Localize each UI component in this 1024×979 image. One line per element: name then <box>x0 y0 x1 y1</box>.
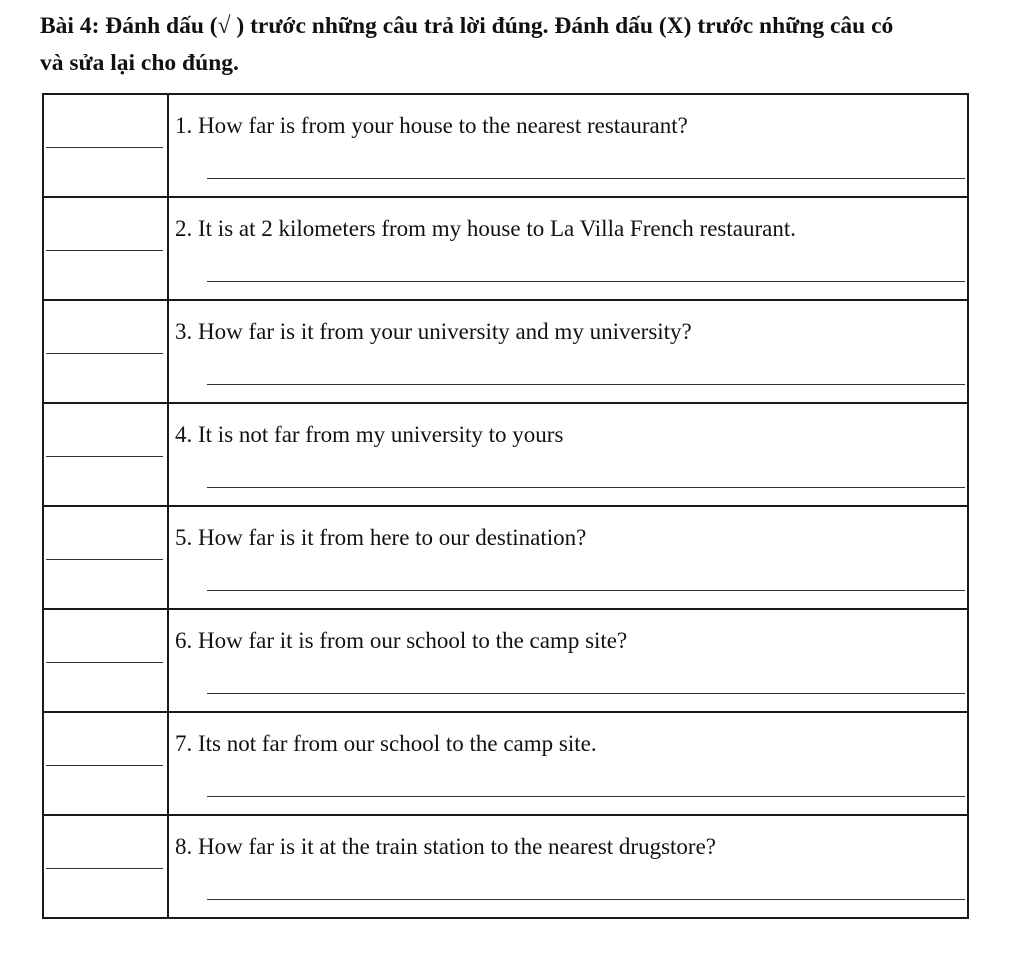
sentence-7: 7. Its not far from our school to the camp site. <box>175 731 597 756</box>
exercise-table <box>42 93 969 919</box>
instructions-line-1: Bài 4: Đánh dấu (√ ) trước những câu trả lời đúng. Đánh dấu (X) trước những câu có <box>40 13 894 39</box>
correction-blank-3[interactable] <box>207 384 965 385</box>
exercise-instructions <box>40 8 1020 82</box>
exercise-row-5 <box>44 507 967 610</box>
exercise-row-8 <box>44 816 967 919</box>
mark-cell <box>44 816 169 917</box>
mark-answer-blank-8[interactable] <box>46 868 163 869</box>
sentence-cell <box>169 713 967 814</box>
mark-answer-blank-7[interactable] <box>46 765 163 766</box>
correction-blank-1[interactable] <box>207 178 965 179</box>
sentence-4: 4. It is not far from my university to yours <box>175 422 564 447</box>
mark-cell <box>44 507 169 608</box>
sentence-8: 8. How far is it at the train station to the nearest drugstore? <box>175 834 716 859</box>
mark-cell <box>44 713 169 814</box>
sentence-5: 5. How far is it from here to our destination? <box>175 525 587 550</box>
mark-cell <box>44 301 169 402</box>
sentence-cell <box>169 198 967 299</box>
mark-answer-blank-3[interactable] <box>46 353 163 354</box>
correction-blank-5[interactable] <box>207 590 965 591</box>
correction-blank-7[interactable] <box>207 796 965 797</box>
correction-blank-8[interactable] <box>207 899 965 900</box>
exercise-row-1 <box>44 95 967 198</box>
sentence-cell <box>169 95 967 196</box>
correction-blank-6[interactable] <box>207 693 965 694</box>
mark-cell <box>44 404 169 505</box>
exercise-row-6 <box>44 610 967 713</box>
sentence-cell <box>169 610 967 711</box>
mark-cell <box>44 610 169 711</box>
sentence-cell <box>169 404 967 505</box>
sentence-6: 6. How far it is from our school to the camp site? <box>175 628 628 653</box>
instructions-line-2: và sửa lại cho đúng. <box>40 50 239 76</box>
sentence-cell <box>169 816 967 917</box>
mark-answer-blank-4[interactable] <box>46 456 163 457</box>
sentence-1: 1. How far is from your house to the nearest restaurant? <box>175 113 688 138</box>
mark-answer-blank-2[interactable] <box>46 250 163 251</box>
exercise-row-2 <box>44 198 967 301</box>
mark-answer-blank-5[interactable] <box>46 559 163 560</box>
mark-answer-blank-1[interactable] <box>46 147 163 148</box>
correction-blank-2[interactable] <box>207 281 965 282</box>
sentence-cell <box>169 507 967 608</box>
exercise-row-3 <box>44 301 967 404</box>
exercise-row-7 <box>44 713 967 816</box>
correction-blank-4[interactable] <box>207 487 965 488</box>
exercise-row-4 <box>44 404 967 507</box>
sentence-3: 3. How far is it from your university and my university? <box>175 319 692 344</box>
sentence-2: 2. It is at 2 kilometers from my house to La Villa French restaurant. <box>175 216 796 241</box>
mark-cell <box>44 198 169 299</box>
sentence-cell <box>169 301 967 402</box>
mark-answer-blank-6[interactable] <box>46 662 163 663</box>
mark-cell <box>44 95 169 196</box>
